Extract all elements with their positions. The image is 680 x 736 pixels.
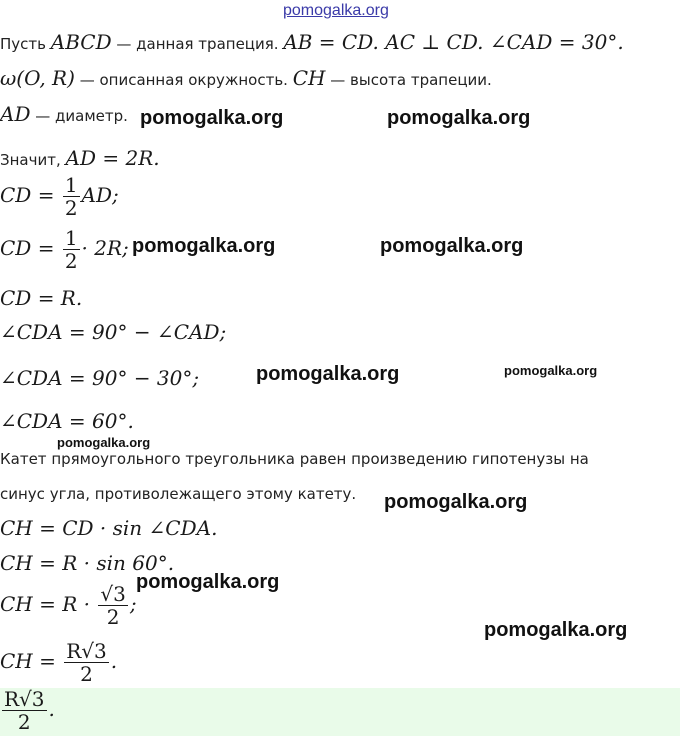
line-11: Катет прямоугольного треугольника равен произведению гипотенузы на <box>0 450 589 468</box>
line-16 <box>0 640 117 685</box>
watermark: pomogalka.org <box>136 571 280 593</box>
fraction-numerator: R√3 <box>66 639 107 663</box>
line-13: CH = CD · sin ∠CDA. <box>0 516 218 540</box>
math: . <box>110 649 118 673</box>
fraction-numerator: √3 <box>100 582 126 606</box>
text: — высота трапеции. <box>325 71 492 89</box>
math: CH = R · <box>0 592 90 616</box>
math: ; <box>129 592 137 616</box>
line-9: ∠CDA = 90° − 30°; <box>0 366 200 390</box>
text: — описанная окружность. <box>74 71 293 89</box>
math: CH = <box>0 649 56 673</box>
math: CH <box>292 66 326 90</box>
answer-box <box>0 688 680 736</box>
watermark: pomogalka.org <box>256 363 400 385</box>
math: CD = <box>0 236 55 260</box>
watermark: pomogalka.org <box>384 491 528 513</box>
watermark: pomogalka.org <box>132 235 276 257</box>
fraction <box>2 688 47 733</box>
line-14: CH = R · sin 60°. <box>0 551 175 575</box>
fraction <box>63 227 80 272</box>
watermark: pomogalka.org <box>380 235 524 257</box>
watermark: pomogalka.org <box>504 363 598 378</box>
watermark-top-link[interactable]: pomogalka.org <box>283 2 389 19</box>
line-3 <box>0 102 128 126</box>
math: ABCD <box>50 30 112 54</box>
fraction-numerator: 1 <box>64 226 78 250</box>
text: — данная трапеция. <box>111 35 284 53</box>
line-8: ∠CDA = 90° − ∠CAD; <box>0 320 227 344</box>
math: CD = <box>0 183 55 207</box>
answer <box>0 688 55 733</box>
text: Значит, <box>0 151 66 169</box>
line-1 <box>0 30 624 54</box>
watermark: pomogalka.org <box>57 435 151 450</box>
fraction-denominator: 2 <box>106 605 120 629</box>
fraction <box>64 640 109 685</box>
math: AD; <box>81 183 119 207</box>
line-12: синус угла, противолежащего этому катету. <box>0 485 357 503</box>
line-7: CD = R. <box>0 286 83 310</box>
line-5 <box>0 174 119 219</box>
math: ω(O, R) <box>0 66 75 90</box>
fraction-denominator: 2 <box>64 249 78 273</box>
line-10: ∠CDA = 60°. <box>0 409 134 433</box>
fraction <box>63 174 80 219</box>
fraction-denominator: 2 <box>64 196 78 220</box>
fraction-denominator: 2 <box>80 662 93 686</box>
math: AB = CD. AC ⊥ CD. ∠CAD = 30°. <box>283 30 624 54</box>
text: Пусть <box>0 35 51 53</box>
math: · 2R; <box>81 236 129 260</box>
watermark: pomogalka.org <box>387 107 531 129</box>
line-6 <box>0 227 129 272</box>
line-15 <box>0 583 137 628</box>
math: AD = 2R. <box>65 146 160 170</box>
math: . <box>48 697 55 721</box>
fraction-numerator: R√3 <box>4 687 45 711</box>
line-2 <box>0 66 492 90</box>
fraction-numerator: 1 <box>64 173 78 197</box>
watermark: pomogalka.org <box>140 107 284 129</box>
fraction <box>98 583 127 628</box>
line-4 <box>0 146 160 170</box>
watermark: pomogalka.org <box>484 619 628 641</box>
text: — диаметр. <box>30 107 128 125</box>
fraction-denominator: 2 <box>17 710 31 734</box>
math: AD <box>0 102 31 126</box>
